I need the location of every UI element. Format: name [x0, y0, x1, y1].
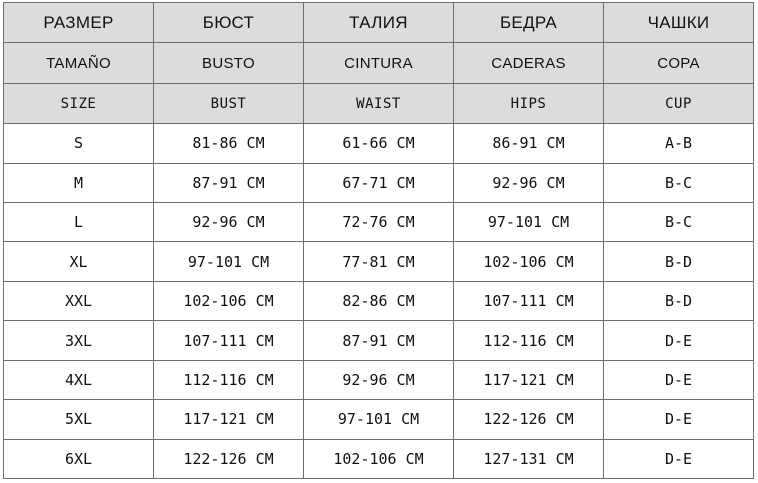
waist-cell: 61-66 CM [304, 124, 454, 163]
table-row [4, 360, 754, 399]
cup-cell: D-E [604, 321, 754, 360]
size-cell: XL [4, 242, 154, 281]
cup-cell: B-D [604, 242, 754, 281]
table-row [4, 203, 754, 242]
size-cell: XXL [4, 281, 154, 320]
cup-cell: A-B [604, 124, 754, 163]
waist-cell: 77-81 CM [304, 242, 454, 281]
header-cell-hips-ru: БЕДРА [454, 3, 604, 43]
cup-cell: B-C [604, 163, 754, 202]
header-cell-size-en: SIZE [4, 83, 154, 123]
header-row-russian [4, 3, 754, 43]
size-cell: L [4, 203, 154, 242]
size-chart-table [3, 2, 754, 479]
bust-cell: 97-101 CM [154, 242, 304, 281]
header-cell-waist-es: CINTURA [304, 43, 454, 83]
hips-cell: 112-116 CM [454, 321, 604, 360]
table-row [4, 163, 754, 202]
waist-cell: 82-86 CM [304, 281, 454, 320]
waist-cell: 87-91 CM [304, 321, 454, 360]
header-cell-bust-en: BUST [154, 83, 304, 123]
cup-cell: D-E [604, 400, 754, 439]
bust-cell: 112-116 CM [154, 360, 304, 399]
bust-cell: 92-96 CM [154, 203, 304, 242]
header-cell-hips-en: HIPS [454, 83, 604, 123]
table-row [4, 242, 754, 281]
table-row [4, 124, 754, 163]
hips-cell: 86-91 CM [454, 124, 604, 163]
waist-cell: 102-106 CM [304, 439, 454, 478]
header-cell-size-ru: РАЗМЕР [4, 3, 154, 43]
hips-cell: 107-111 CM [454, 281, 604, 320]
size-cell: 4XL [4, 360, 154, 399]
header-cell-waist-en: WAIST [304, 83, 454, 123]
hips-cell: 122-126 CM [454, 400, 604, 439]
hips-cell: 92-96 CM [454, 163, 604, 202]
bust-cell: 87-91 CM [154, 163, 304, 202]
bust-cell: 102-106 CM [154, 281, 304, 320]
header-cell-cup-en: CUP [604, 83, 754, 123]
cup-cell: B-D [604, 281, 754, 320]
waist-cell: 72-76 CM [304, 203, 454, 242]
header-cell-cup-ru: ЧАШКИ [604, 3, 754, 43]
header-cell-bust-es: BUSTO [154, 43, 304, 83]
hips-cell: 117-121 CM [454, 360, 604, 399]
size-cell: 6XL [4, 439, 154, 478]
waist-cell: 97-101 CM [304, 400, 454, 439]
header-row-english [4, 83, 754, 123]
size-cell: 3XL [4, 321, 154, 360]
hips-cell: 97-101 CM [454, 203, 604, 242]
table-row [4, 400, 754, 439]
waist-cell: 92-96 CM [304, 360, 454, 399]
bust-cell: 107-111 CM [154, 321, 304, 360]
cup-cell: D-E [604, 439, 754, 478]
table-row [4, 321, 754, 360]
header-cell-size-es: TAMAÑO [4, 43, 154, 83]
bust-cell: 122-126 CM [154, 439, 304, 478]
header-row-spanish [4, 43, 754, 83]
size-cell: 5XL [4, 400, 154, 439]
header-cell-waist-ru: ТАЛИЯ [304, 3, 454, 43]
cup-cell: D-E [604, 360, 754, 399]
header-cell-cup-es: COPA [604, 43, 754, 83]
table-row [4, 281, 754, 320]
size-cell: M [4, 163, 154, 202]
bust-cell: 81-86 CM [154, 124, 304, 163]
header-cell-bust-ru: БЮСТ [154, 3, 304, 43]
size-cell: S [4, 124, 154, 163]
waist-cell: 67-71 CM [304, 163, 454, 202]
table-row [4, 439, 754, 478]
cup-cell: B-C [604, 203, 754, 242]
hips-cell: 102-106 CM [454, 242, 604, 281]
hips-cell: 127-131 CM [454, 439, 604, 478]
header-cell-hips-es: CADERAS [454, 43, 604, 83]
bust-cell: 117-121 CM [154, 400, 304, 439]
